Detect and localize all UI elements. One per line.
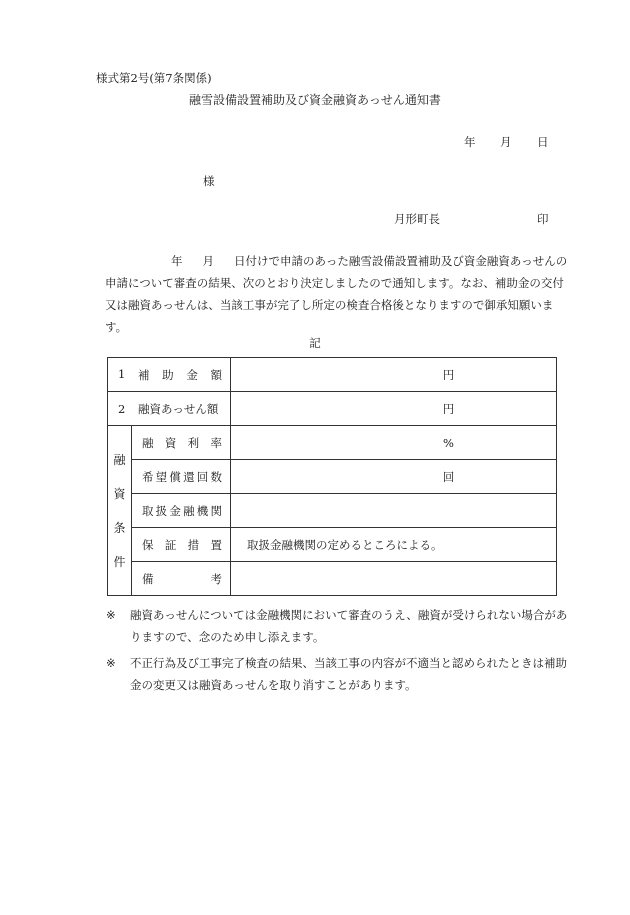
note-item: [106, 604, 576, 648]
interest-rate-value: %: [231, 426, 557, 460]
table-row: [108, 528, 557, 562]
table-row: [108, 494, 557, 528]
table-row: [108, 392, 557, 426]
loan-amount-value: 円: [231, 392, 557, 426]
note-mark: ※: [106, 608, 116, 622]
date-month: 月: [500, 135, 512, 149]
lending-institution-label: 取 扱 金 融 機 関: [131, 494, 230, 528]
seal-mark: 印: [537, 212, 549, 226]
guarantee-measures-label: 保 証 措 置: [131, 528, 230, 562]
date-day: 日: [537, 135, 549, 149]
note-mark: ※: [106, 656, 116, 670]
remarks-label: 備 考: [131, 562, 230, 596]
body-month: 月: [202, 254, 214, 268]
repayment-count-label: 希 望 償 還 回 数: [131, 460, 230, 494]
body-year: 年: [171, 254, 183, 268]
note-item: [106, 652, 576, 696]
loan-conditions-label: 融 資 条 件: [108, 426, 132, 596]
table-row: [108, 562, 557, 596]
table-row: [108, 426, 557, 460]
ki-heading: 記: [309, 336, 321, 350]
addressee-suffix: 様: [203, 174, 215, 188]
subsidy-amount-label: 1 補 助 金 額: [108, 358, 231, 392]
table-row: [108, 460, 557, 494]
loan-amount-label: 2 融資あっせん額: [108, 392, 231, 426]
lending-institution-value: [231, 494, 557, 528]
note-text: 不正行為及び工事完了検査の結果、当該工事の内容が不適当と認められたときは補助金の変更又は融資あっせんを取り消すことがあります。: [130, 656, 567, 692]
guarantee-measures-value: 取扱金融機関の定めるところによる。: [231, 528, 557, 562]
remarks-value: [231, 562, 557, 596]
conditions-table: [107, 357, 557, 596]
body-text: 日付けで申請のあった融雪設備設置補助及び資金融資あっせんの申請について審査の結果、次のとおり決定しましたので通知します。なお、補助金の交付又は融資あっせんは、当該工事が完了し所定の検査合格後となりますので御承知願います。: [105, 254, 568, 334]
document-title: 融雪設備設置補助及び資金融資あっせん通知書: [189, 93, 441, 107]
subsidy-amount-value: 円: [231, 358, 557, 392]
body-paragraph: [105, 250, 575, 338]
date-year: 年: [464, 135, 476, 149]
interest-rate-label: 融 資 利 率: [131, 426, 230, 460]
issuer-name: 月形町長: [394, 212, 440, 226]
table-row: [108, 358, 557, 392]
note-text: 融資あっせんについては金融機関において審査のうえ、融資が受けられない場合がありますので、念のため申し添えます。: [130, 608, 568, 644]
form-number: 様式第2号(第7条関係): [96, 71, 212, 85]
repayment-count-value: 回: [231, 460, 557, 494]
notes: [106, 604, 576, 700]
